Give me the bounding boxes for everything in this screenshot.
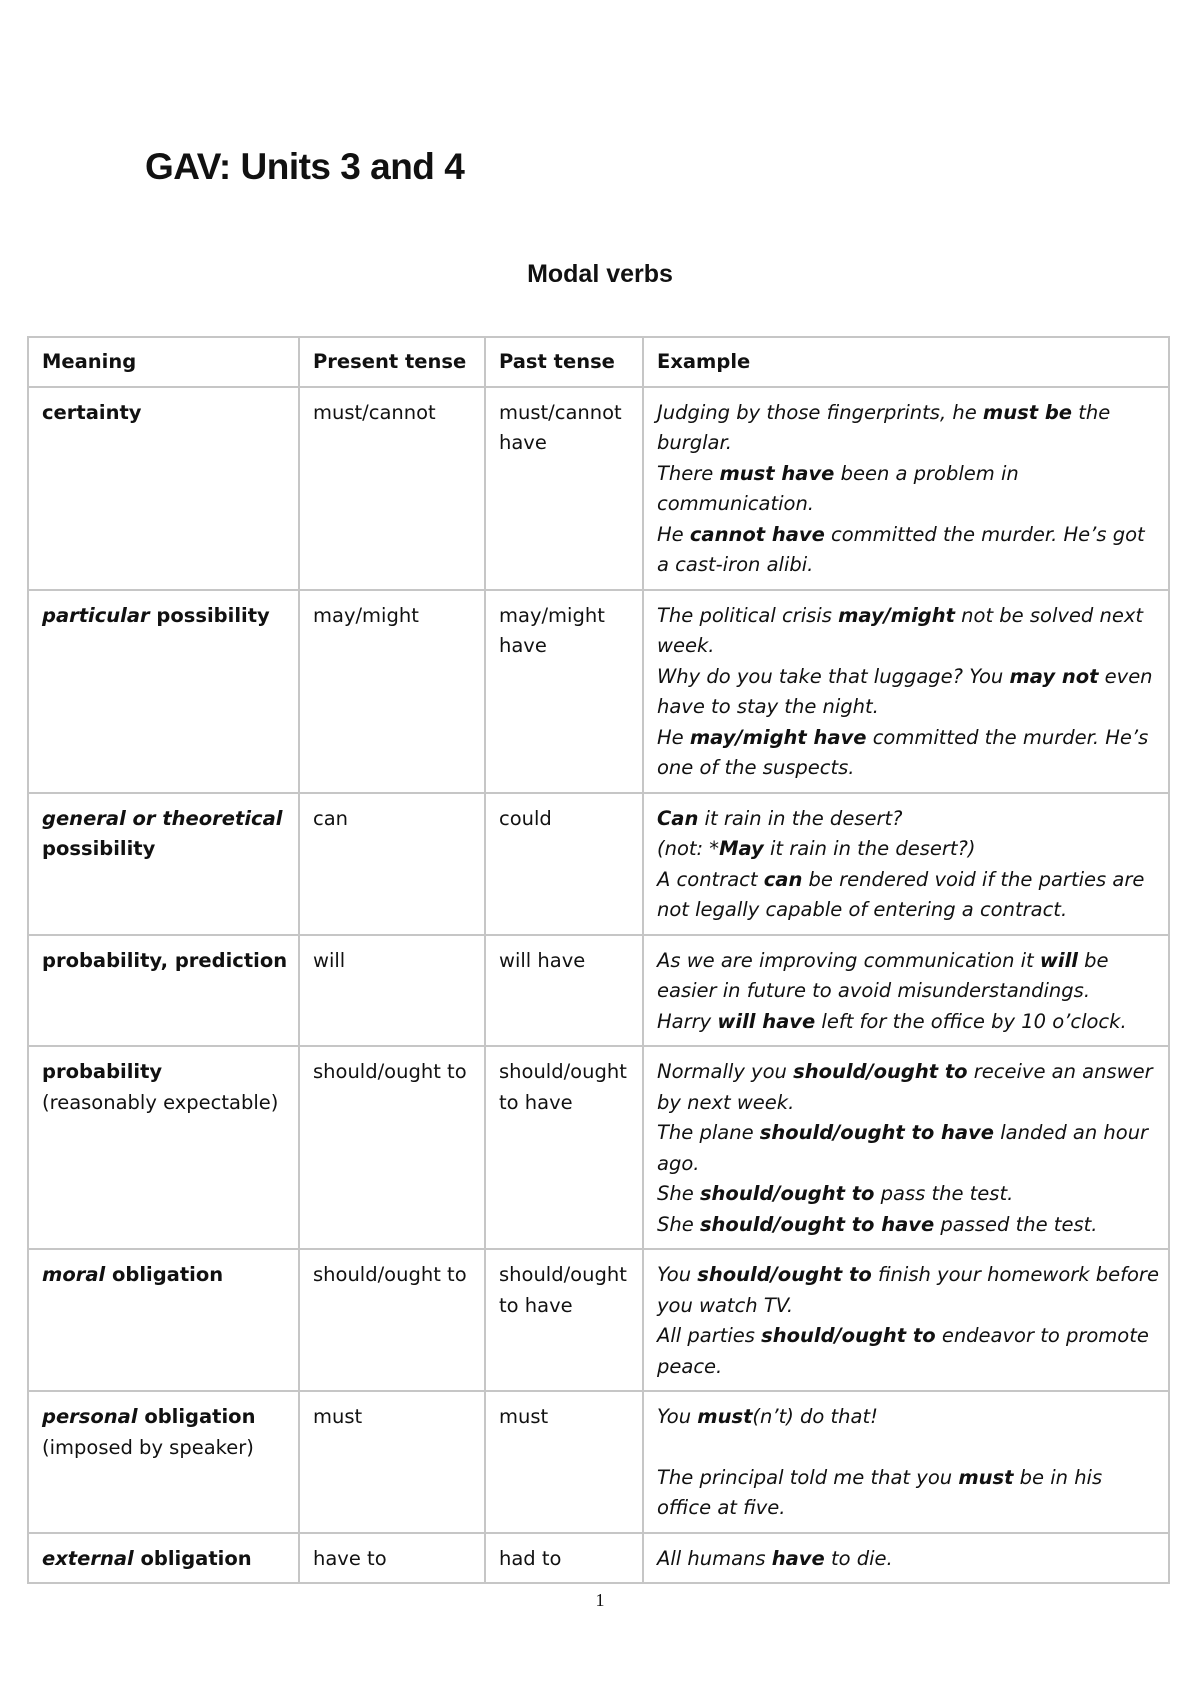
meaning-qualifier: general or theoretical [42,806,283,830]
example-text: committed the murder. He’s got a cast-iron alibi. [657,522,1145,576]
present-tense-cell: should/ought to [299,1046,485,1249]
example-sentence [657,1118,1160,1179]
meaning-label: possibility [149,603,270,627]
example-text: Harry [657,1009,718,1033]
modal-highlight: should/ought to [761,1324,936,1347]
example-sentence [657,865,1160,926]
modal-highlight: should/ought to have [699,1212,935,1236]
modal-highlight: can [763,867,803,891]
example-text: The political crisis [657,603,839,627]
meaning-label: certainty [42,400,142,424]
modal-verbs-table [27,336,1170,1584]
section-title: Modal verbs [527,260,673,288]
meaning-cell [28,590,299,793]
table-row [28,590,1169,793]
modal-highlight: may not [1009,664,1099,688]
meaning-cell [28,387,299,590]
meaning-qualifier: personal [42,1405,138,1428]
modal-highlight: must [697,1405,753,1428]
example-sentence [657,459,1160,520]
example-cell [643,1046,1169,1249]
modal-highlight: have [771,1546,825,1570]
example-text: Normally you [657,1060,794,1083]
example-text: She [657,1182,700,1205]
example-cell [643,1249,1169,1391]
example-sentence [657,804,1160,835]
example-sentence [657,1544,1160,1575]
example-sentence [657,1260,1160,1321]
example-text: (n’t) do that! [752,1405,878,1428]
meaning-label: probability, prediction [42,948,288,972]
example-cell [643,935,1169,1047]
meaning-cell [28,1046,299,1249]
example-text: The principal told me that you [657,1465,959,1489]
example-text: landed an hour ago. [657,1121,1149,1175]
modal-highlight: may/might have [689,725,867,749]
modal-highlight: may/might [838,603,955,627]
present-tense-cell: must/cannot [299,387,485,590]
meaning-label: possibility [42,837,156,860]
example-sentence [657,1402,1160,1433]
page-number: 1 [595,1590,605,1610]
example-text: it rain in the desert? [698,806,903,830]
example-text: Judging by those fingerprints, he [657,400,983,424]
present-tense-cell: will [299,935,485,1047]
example-text: He [657,725,690,749]
example-text: endeavor to promote peace. [657,1324,1149,1378]
example-sentence [657,834,1160,865]
example-text: been a problem in communication. [657,461,1019,515]
past-tense-cell: could [485,793,643,935]
meaning-cell [28,1391,299,1533]
table-row [28,1391,1169,1533]
example-text: be in his office at five. [657,1465,1103,1519]
example-text: She [657,1212,700,1236]
meaning-note: (imposed by speaker) [42,1435,254,1459]
present-tense-cell: can [299,793,485,935]
example-sentence [657,1321,1160,1382]
table-row [28,793,1169,935]
modal-highlight: will have [717,1009,816,1033]
past-tense-cell: may/might have [485,590,643,793]
header-example: Example [643,337,1169,387]
past-tense-cell: must/cannot have [485,387,643,590]
modal-highlight: should/ought to have [759,1121,995,1144]
table-row [28,1249,1169,1391]
example-sentence [657,662,1160,723]
meaning-cell [28,1533,299,1584]
modal-highlight: May [719,837,764,860]
meaning-qualifier: particular [42,603,150,627]
header-present-tense: Present tense [299,337,485,387]
meaning-note: (reasonably expectable) [42,1090,279,1114]
modal-highlight: should/ought to [697,1263,872,1286]
past-tense-cell: should/ought to have [485,1249,643,1391]
example-text: Why do you take that luggage? You [657,664,1010,688]
header-meaning: Meaning [28,337,299,387]
past-tense-cell: had to [485,1533,643,1584]
example-cell [643,793,1169,935]
document-title: GAV: Units 3 and 4 [145,146,465,187]
example-text: be easier in future to avoid misunderstandings. [657,948,1109,1002]
example-cell [643,1391,1169,1533]
modal-highlight: will [1039,948,1078,972]
past-tense-cell: will have [485,935,643,1047]
table-row [28,1533,1169,1584]
table-row [28,387,1169,590]
example-text: even have to stay the night. [657,664,1153,718]
example-text: He [657,522,690,546]
past-tense-cell: should/ought to have [485,1046,643,1249]
meaning-cell [28,1249,299,1391]
present-tense-cell: have to [299,1533,485,1584]
example-text: receive an answer by next week. [657,1060,1153,1114]
example-sentence [657,1433,1160,1463]
example-sentence [657,398,1160,459]
meaning-qualifier: external [42,1546,134,1570]
example-text: All humans [657,1546,772,1570]
example-cell [643,387,1169,590]
example-text: be rendered void if the parties are not legally capable of entering a contract. [657,867,1145,921]
example-text: passed the test. [934,1212,1098,1236]
example-text: As we are improving communication it [657,948,1040,972]
example-sentence [657,1057,1160,1118]
example-sentence [657,946,1160,1007]
example-sentence [657,520,1160,581]
example-text: All parties [657,1324,762,1347]
meaning-label: obligation [137,1405,256,1428]
example-text: There [657,461,720,485]
meaning-cell [28,793,299,935]
meaning-cell [28,935,299,1047]
example-text: to die. [824,1546,893,1570]
modal-highlight: must have [719,461,835,485]
past-tense-cell: must [485,1391,643,1533]
header-past-tense: Past tense [485,337,643,387]
example-text: pass the test. [874,1182,1014,1205]
example-text: left for the office by 10 o’clock. [815,1009,1127,1033]
present-tense-cell: should/ought to [299,1249,485,1391]
meaning-label: probability [42,1060,163,1083]
example-cell [643,1533,1169,1584]
modal-highlight: Can [657,806,699,830]
example-text: You [657,1405,698,1428]
example-text: the burglar. [657,400,1111,454]
example-sentence [657,1179,1160,1210]
table-row [28,935,1169,1047]
example-text: it rain in the desert?) [763,837,976,860]
example-text: The plane [657,1121,760,1144]
meaning-qualifier: moral [42,1263,106,1286]
modal-highlight: must be [982,400,1073,424]
meaning-label: obligation [105,1263,224,1286]
example-text: (not: * [657,837,720,860]
modal-highlight: cannot have [689,522,825,546]
table-header-row [28,337,1169,387]
present-tense-cell: must [299,1391,485,1533]
modal-highlight: should/ought to [699,1182,875,1205]
example-sentence [657,1210,1160,1241]
example-text: finish your homework before you watch TV. [657,1263,1159,1317]
modal-highlight: must [958,1465,1014,1489]
example-sentence [657,1463,1160,1524]
example-text: You [657,1263,698,1286]
example-sentence [657,601,1160,662]
example-text: not be solved next week. [657,603,1144,657]
meaning-label: obligation [133,1546,252,1570]
table-row [28,1046,1169,1249]
present-tense-cell: may/might [299,590,485,793]
example-cell [643,590,1169,793]
modal-highlight: should/ought to [793,1060,968,1083]
example-text: committed the murder. He’s one of the suspects. [657,725,1149,779]
example-sentence [657,723,1160,784]
example-sentence [657,1007,1160,1038]
example-text: A contract [657,867,764,891]
